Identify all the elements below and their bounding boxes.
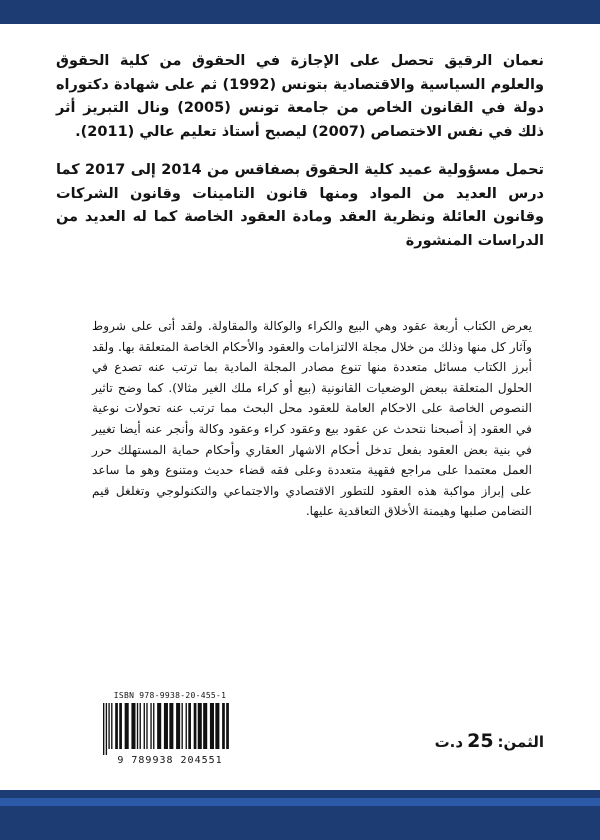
book-summary bbox=[92, 316, 532, 522]
isbn-label: ISBN 978-9938-20-455-1 bbox=[113, 691, 227, 700]
price-label: الثمن: bbox=[497, 733, 544, 751]
isbn-barcode bbox=[98, 691, 242, 773]
bio-paragraph-1: نعمان الرقيق تحصل على الإجازة في الحقوق من كلية الحقوق والعلوم السياسية والاقتصادية بتونس (1992) ثم على شهادة دكتوراه دولة في القانون الخاص من جامعة تونس (2005) ونال التبريز أثر ذلك في نفس الاختصاص (2007) ليصبح أستاذ تعليم عالي (2011). bbox=[56, 53, 545, 140]
summary-text: يعرض الكتاب أربعة عقود وهي البيع والكراء والوكالة والمقاولة. ولقد أتى على شروط وآثار كل منها وذلك من خلال مجلة الالتزامات والعقود والأحكام الخاصة المتعلقة بها. ولقد أبرز الكتاب مسائل متعددة منها تنوع مصادر المجلة المادية بما ترتب عنه تصدع في الحلول المتعلقة ببعض الوضعيات القانونية (بيع أو كراء ملك الغير مثالا). كما وضح تاثير النصوص الخاصة على الاحكام العامة للعقود محل البحث مما ترتب عنه تحولات نوعية في العقود إذ أصبحنا نتحدث عن عقود بيع وعقود كراء وعقود وكالة وأنجر عنه أيضا تغيير في بنية بعض العقود بفعل تدخل أحكام الاشهار العقاري وأحكام حماية المستهلك حرر العمل معتمدا على مراجع فقهية متعددة وعلى فقه قضاء حديث ومتنوع وهو ما ساعد على إبراز مواكبة هذه العقود للتطور الاقتصادي والاجتماعي والتكنولوجي وتغلغل قيم التضامن صلبها وهيمنة الأخلاق التعاقدية عليها. bbox=[92, 319, 532, 519]
price-currency: د.ت bbox=[434, 733, 464, 751]
price-tag bbox=[435, 730, 544, 752]
bio-paragraph-2: تحمل مسؤولية عميد كلية الحقوق بصفاقس من 2014 إلى 2017 كما درس العديد من المواد ومنها قانون التامينات وقانون الشركات وقانون العائلة ونظرية العقد ومادة العقود الخاصة كما له العديد من الدراسات المنشورة bbox=[56, 162, 545, 249]
bottom-band-stripe bbox=[0, 798, 600, 806]
isbn-digits: 9 789938 204551 bbox=[117, 755, 223, 766]
bottom-color-band bbox=[0, 790, 600, 840]
top-color-band bbox=[0, 0, 600, 24]
author-bio bbox=[56, 50, 544, 268]
barcode-bars-icon bbox=[102, 703, 238, 755]
price-amount: 25 bbox=[467, 730, 494, 752]
